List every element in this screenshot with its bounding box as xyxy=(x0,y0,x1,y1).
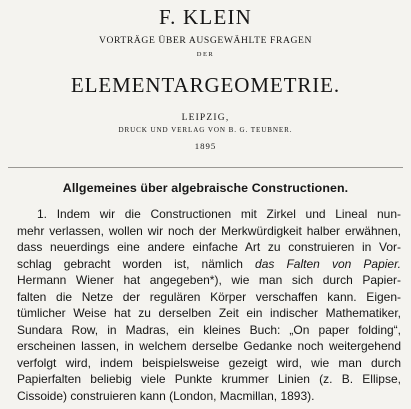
paragraph-line-text: 1. Indem wir die Constructionen mit Zirkel und Lineal nun- xyxy=(37,207,401,221)
paragraph-line-text: Sundara Row, in Madras, ein kleines Buch: „On paper folding“, xyxy=(17,322,401,337)
paragraph-line xyxy=(17,256,401,273)
paragraph-line-text: Hermann Wiener hat angegeben*), wie man sich durch Papier- xyxy=(17,273,401,287)
paragraph-line xyxy=(17,322,401,339)
paragraph-line xyxy=(17,289,401,306)
paragraph-line xyxy=(17,239,401,256)
paragraph-line-text: falten die Netze der regulären Körper verschaffen kann. Eigen- xyxy=(17,289,401,304)
paragraph-line-text: erscheinen lassen, in welchem derselbe Gedanke noch weitergehend xyxy=(17,339,401,353)
paragraph-line-text: dass neuerdings eine andere einfache Art zu construieren in Vor- xyxy=(17,240,401,254)
paragraph-line xyxy=(17,206,401,223)
publisher-line: DRUCK UND VERLAG VON B. G. TEUBNER. xyxy=(118,126,293,134)
paragraph-line-text: schlag gebracht worden ist, nämlich xyxy=(17,256,256,271)
body-text xyxy=(17,206,401,404)
title-connector: DER xyxy=(196,51,215,58)
paragraph-line-text: Cissoide) construieren kann (London, Macmillan, 1893). xyxy=(17,388,315,403)
divider-rule xyxy=(8,167,403,168)
paragraph-line xyxy=(17,223,401,240)
paragraph-line xyxy=(17,338,401,355)
paragraph-line-text: mehr verlassen, wollen wir noch der Merkwürdigkeit halber erwähnen, xyxy=(17,223,401,238)
book-title: ELEMENTARGEOMETRIE. xyxy=(70,73,341,97)
paragraph-line xyxy=(17,305,401,322)
publication-place: LEIPZIG, xyxy=(181,113,230,123)
paragraph-line xyxy=(17,371,401,388)
section-heading: Allgemeines über algebraische Constructionen. xyxy=(62,181,349,195)
paragraph-line-text: tümlicher Weise hat zu derselben Zeit ein indischer Mathematiker, xyxy=(17,306,401,320)
paragraph-line xyxy=(17,388,401,405)
paragraph-line-text: verfolgt wird, indem beispielsweise gezeigt wird, wie man durch xyxy=(17,355,401,370)
paragraph-line-text: Papierfalten beliebig viele Punkte krummer Linien (z. B. Ellipse, xyxy=(17,372,401,386)
publication-year: 1895 xyxy=(194,141,217,151)
emphasized-text: das Falten von Papier. xyxy=(255,256,401,271)
lectures-subtitle: VORTRÄGE ÜBER AUSGEWÄHLTE FRAGEN xyxy=(98,35,313,46)
paragraph-line xyxy=(17,355,401,372)
paragraph-line xyxy=(17,272,401,289)
author-name: F. KLEIN xyxy=(158,5,253,29)
